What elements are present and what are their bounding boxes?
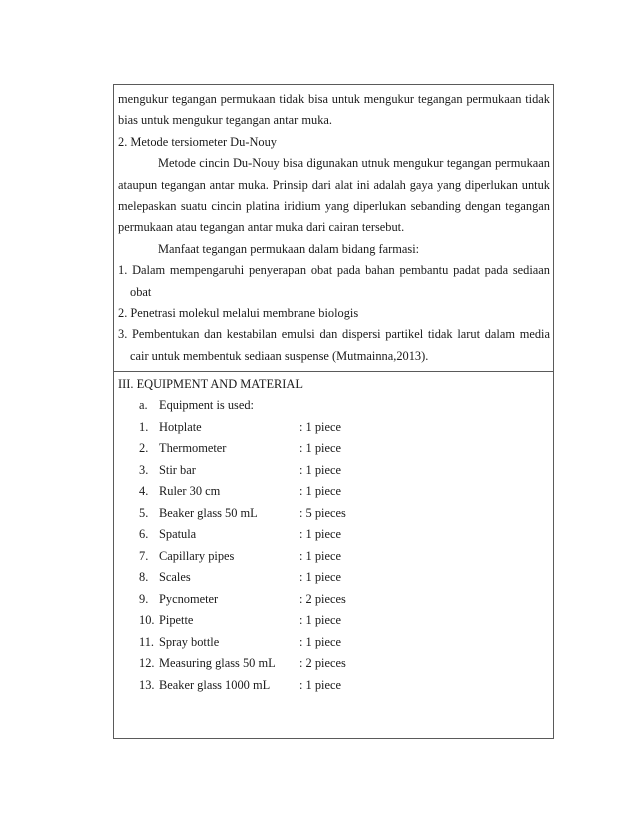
equipment-row: [118, 546, 550, 568]
equipment-quantity: : 1 piece: [299, 613, 341, 628]
equipment-list: [118, 395, 550, 417]
equipment-row: [118, 675, 550, 697]
equipment-section: [118, 374, 550, 696]
equipment-name: Spatula: [159, 527, 197, 542]
equipment-quantity: : 1 piece: [299, 484, 341, 499]
equipment-number: 11.: [139, 634, 155, 649]
equipment-name: Measuring glass 50 mL: [159, 656, 276, 671]
equipment-name: Capillary pipes: [159, 548, 235, 563]
equipment-number: 7.: [139, 548, 149, 563]
equipment-number: 4.: [139, 484, 149, 499]
section-divider: [114, 371, 553, 372]
equipment-name: Beaker glass 1000 mL: [159, 677, 271, 692]
equipment-number: 12.: [139, 656, 155, 671]
subheading-label: Equipment is used:: [159, 398, 254, 413]
equipment-name: Pycnometer: [159, 591, 219, 606]
paragraph-2-line-3: melepaskan suatu cincin platina iridium yang diperlukan sebanding dengan tegangan: [118, 199, 550, 214]
equipment-quantity: : 1 piece: [299, 677, 341, 692]
paragraph-1-line-2: bias untuk mengukur tegangan antar muka.: [118, 113, 333, 128]
method-heading: 2. Metode tersiometer Du-Nouy: [118, 134, 277, 149]
equipment-row: [118, 632, 550, 654]
equipment-quantity: : 1 piece: [299, 419, 341, 434]
equipment-quantity: : 1 piece: [299, 570, 341, 585]
equipment-number: 9.: [139, 591, 149, 606]
equipment-number: 6.: [139, 527, 149, 542]
equipment-quantity: : 1 piece: [299, 441, 341, 456]
subheading-marker: a.: [139, 398, 148, 413]
equipment-number: 10.: [139, 613, 155, 628]
equipment-number: 13.: [139, 677, 155, 692]
equipment-name: Stir bar: [159, 462, 196, 477]
equipment-number: 2.: [139, 441, 149, 456]
list-item-3-line-2: cair untuk membentuk sediaan suspense (Mutmainna,2013).: [130, 348, 429, 363]
equipment-row: [118, 524, 550, 546]
equipment-row: [118, 610, 550, 632]
equipment-name: Thermometer: [159, 441, 227, 456]
equipment-name: Pipette: [159, 613, 194, 628]
paragraph-3: Manfaat tegangan permukaan dalam bidang farmasi:: [158, 241, 420, 256]
paragraph-1-line-1: mengukur tegangan permukaan tidak bisa untuk mengukur tegangan permukaan tidak: [118, 92, 550, 106]
equipment-name: Hotplate: [159, 419, 202, 434]
paragraph-2-line-1: Metode cincin Du-Nouy bisa digunakan utnuk mengukur tegangan permukaan: [158, 156, 550, 171]
equipment-quantity: : 1 piece: [299, 634, 341, 649]
equipment-quantity: : 1 piece: [299, 462, 341, 477]
equipment-row: [118, 653, 550, 675]
list-item-3-line-1: 3. Pembentukan dan kestabilan emulsi dan dispersi partikel tidak larut dalam media: [118, 327, 550, 342]
equipment-row: [118, 417, 550, 439]
list-item-1-line-1: 1. Dalam mempengaruhi penyerapan obat pada bahan pembantu padat pada sediaan: [118, 263, 550, 278]
equipment-row: [118, 481, 550, 503]
equipment-row: [118, 460, 550, 482]
list-item-1-line-2: obat: [130, 284, 152, 299]
paragraph-2-line-4: permukaan atau tegangan antar muka dari cairan tersebut.: [118, 220, 405, 235]
body-text: [118, 89, 550, 367]
section-heading: III. EQUIPMENT AND MATERIAL: [118, 377, 303, 391]
equipment-number: 5.: [139, 505, 149, 520]
equipment-number: 8.: [139, 570, 149, 585]
equipment-number: 1.: [139, 419, 149, 434]
equipment-name: Spray bottle: [159, 634, 220, 649]
equipment-name: Beaker glass 50 mL: [159, 505, 258, 520]
equipment-name: Scales: [159, 570, 191, 585]
equipment-quantity: : 2 pieces: [299, 656, 346, 671]
list-item-2: 2. Penetrasi molekul melalui membrane biologis: [118, 306, 359, 321]
equipment-items: [118, 417, 550, 697]
equipment-number: 3.: [139, 462, 149, 477]
equipment-quantity: : 2 pieces: [299, 591, 346, 606]
equipment-quantity: : 1 piece: [299, 548, 341, 563]
equipment-quantity: : 1 piece: [299, 527, 341, 542]
equipment-name: Ruler 30 cm: [159, 484, 221, 499]
equipment-row: [118, 589, 550, 611]
equipment-row: [118, 567, 550, 589]
equipment-quantity: : 5 pieces: [299, 505, 346, 520]
paragraph-2-line-2: ataupun tegangan antar muka. Prinsip dari alat ini adalah gaya yang diperlukan untuk: [118, 177, 550, 192]
equipment-row: [118, 503, 550, 525]
equipment-row: [118, 438, 550, 460]
equipment-subheading: [118, 395, 550, 417]
